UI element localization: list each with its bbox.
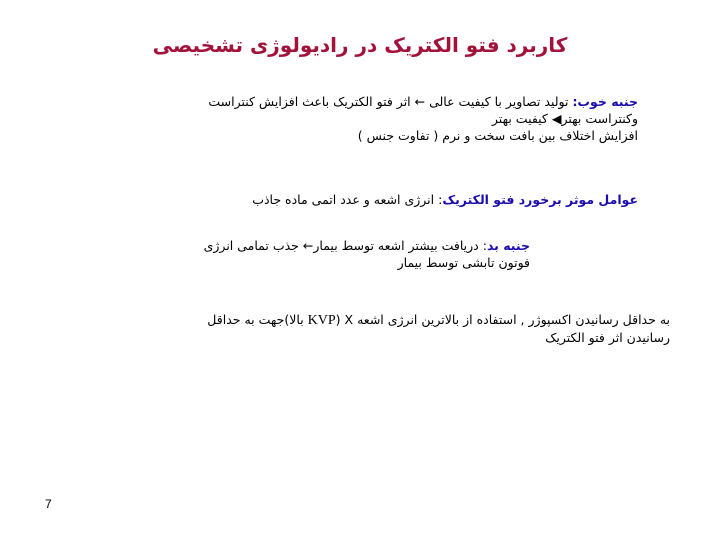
page-number: 7: [45, 497, 52, 511]
factors-paragraph: [38, 191, 638, 208]
slide-title: کاربرد فتو الکتریک در رادیولوژی تشخیصی: [152, 33, 568, 57]
factors-text: : انرژی اشعه و عدد اتمی ماده جاذب: [252, 192, 443, 207]
factors-heading: عوامل موثر برخورد فتو الکتریک: [442, 192, 638, 207]
good-aspect-line-1: [38, 93, 638, 110]
kvp-label: KVP: [307, 313, 336, 328]
minimize-text-end: بالا)جهت به حداقل: [207, 312, 308, 327]
good-aspect-line-3: افزایش اختلاف بین بافت سخت و نرم ( تفاوت جنس ): [357, 128, 638, 143]
bad-aspect-line-2: فوتون تابشی توسط بیمار: [397, 255, 530, 270]
good-aspect-text-1: تولید تصاویر با کیفیت عالی ← اثر فتو الکتریک باعث افزایش کنتراست: [208, 94, 573, 109]
bad-aspect-line-1: [30, 237, 530, 254]
factors-line: [38, 191, 638, 208]
good-aspect-heading: جنبه خوب:: [572, 94, 638, 109]
bad-aspect-text-1: : دریافت بیشتر اشعه توسط بیمار← جذب تمامی انرژی: [203, 238, 487, 253]
bad-aspect-paragraph: [30, 237, 530, 271]
bad-aspect-heading: جنبه بد: [486, 238, 530, 253]
minimize-line-2: رسانیدن اثر فتو الکتریک: [545, 330, 670, 345]
good-aspect-line-2: وکنتراست بهتر◀ کیفیت بهتر: [491, 111, 638, 126]
minimize-line-1: [30, 311, 670, 329]
minimize-text-start: به حداقل رسانیدن اکسپوژر , استفاده از بالاترین انرژی اشعه X (: [335, 312, 670, 327]
good-aspect-paragraph: [38, 93, 638, 144]
minimize-exposure-paragraph: [30, 311, 670, 346]
